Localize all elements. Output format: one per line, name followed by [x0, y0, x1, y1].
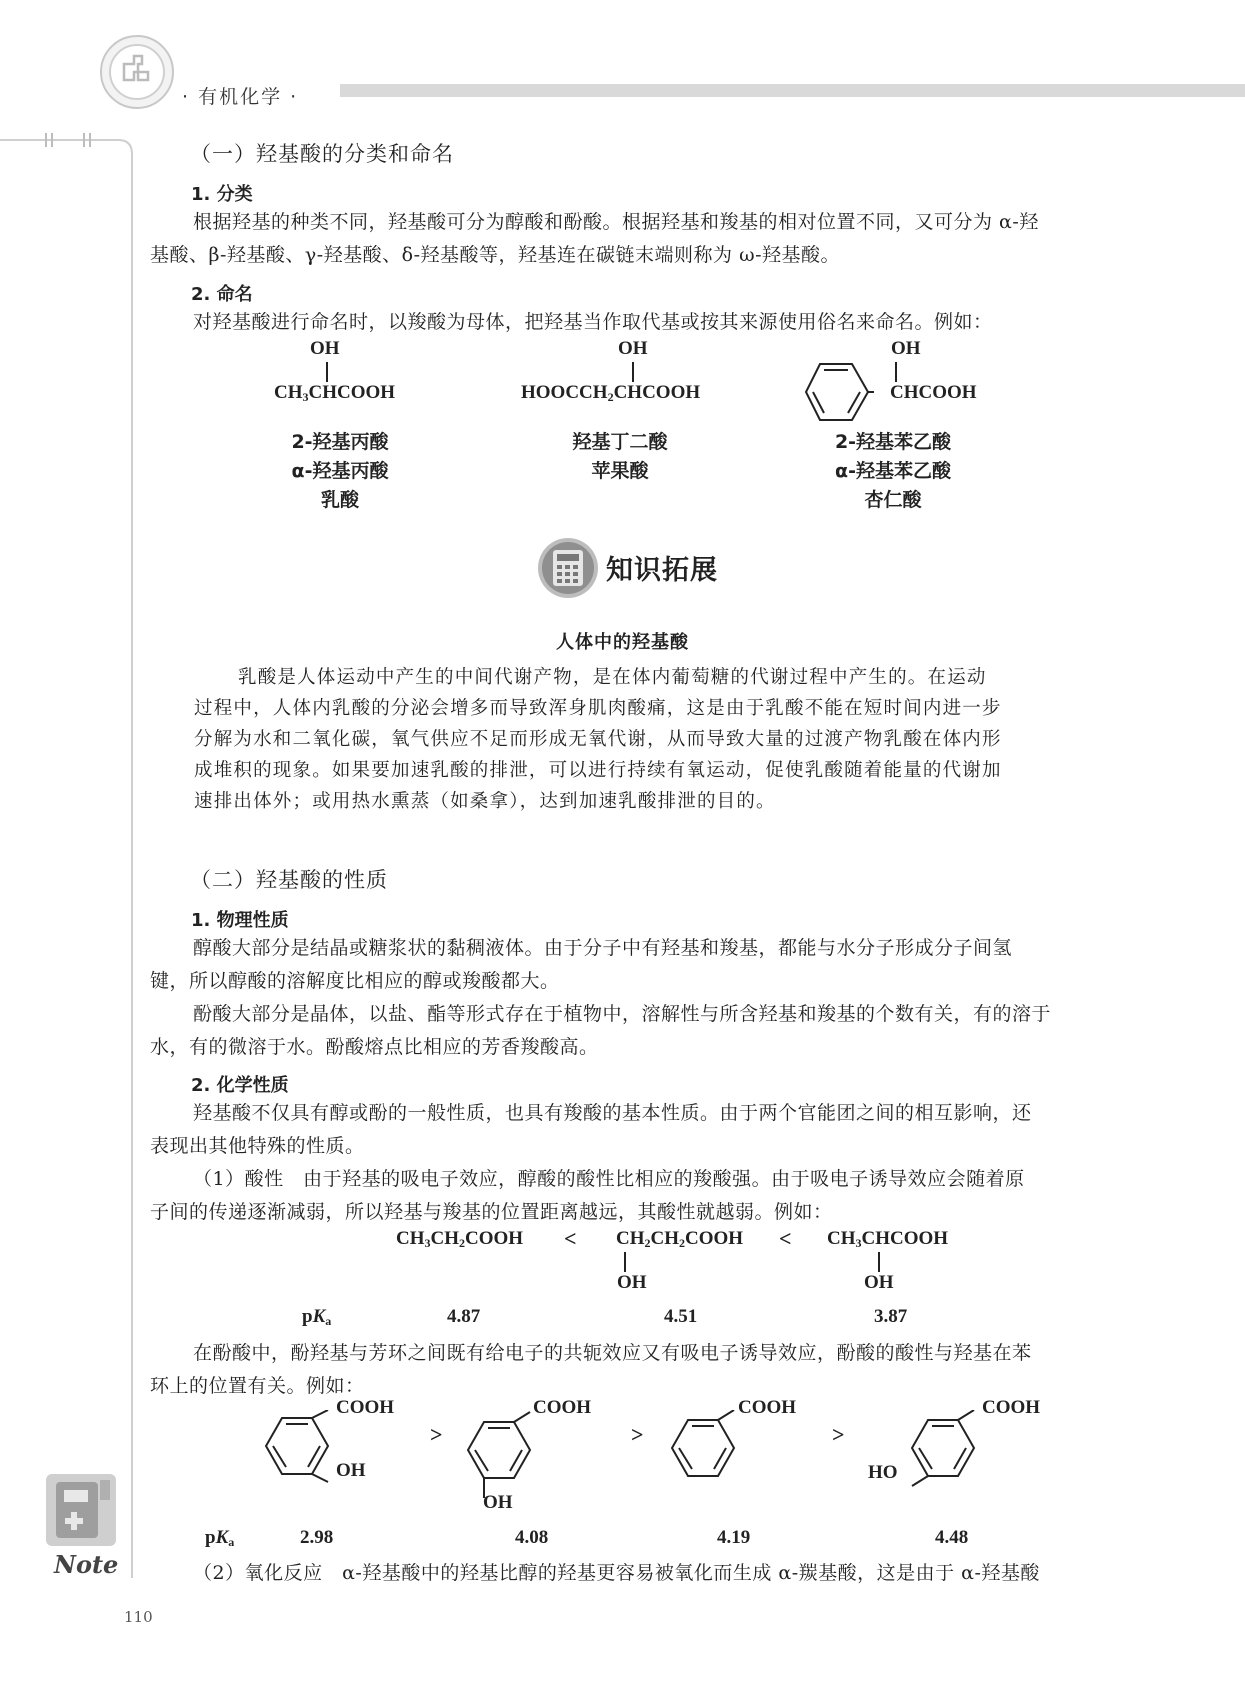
bond-line — [878, 1252, 880, 1272]
less-than-sign: < — [564, 1226, 577, 1251]
acid1-formula: $CH_3CH_2COOH$ — [396, 1228, 524, 1250]
example3-oh: OH — [891, 338, 921, 359]
section2-sub2-p2: （1）酸性 由于羟基的吸电子效应，醇酸的酸性比相应的羧酸强。由于吸电子诱导效应会随着原 子间的传递逐渐减弱，所以羟基与羧基的位置距离越远，其酸性就越弱。例如： — [150, 1168, 1025, 1223]
example1-names: 2-羟基丙酸 α-羟基丙酸 乳酸 — [291, 431, 389, 511]
example2-names: 羟基丁二酸 苹果酸 — [572, 431, 668, 482]
bond-line — [326, 362, 328, 382]
less-than-sign: < — [779, 1226, 792, 1251]
section2-sub2-p1: 羟基酸不仅具有醇或酚的一般性质，也具有羧酸的基本性质。由于两个官能团之间的相互影响，还 表现出其他特殊的性质。 — [150, 1102, 1032, 1157]
section2-p3: 在酚酸中，酚羟基与芳环之间既有给电子的共轭效应又有吸电子诱导效应，酚酸的酸性与羟基在苯 环上的位置有关。例如： — [150, 1342, 1032, 1397]
bond-line — [632, 362, 634, 382]
knowledge-body — [194, 662, 1070, 817]
page-number: 110 — [124, 1608, 153, 1626]
cooh-label: COOH — [533, 1397, 592, 1418]
text-line: 乳酸是人体运动中产生的中间代谢产物，是在体内葡萄糖的代谢过程中产生的。在运动 — [238, 667, 987, 688]
pka-label: $pK_a$ — [205, 1527, 235, 1549]
cooh-label: COOH — [738, 1397, 797, 1418]
bond-line — [624, 1252, 626, 1272]
pka-value: 4.19 — [717, 1527, 751, 1548]
text-line: 过程中，人体内乳酸的分泌会增多而导致浑身肌肉酸痛，这是由于乳酸不能在短时间内进一步 — [194, 698, 1002, 719]
section2-sub1-p2: 酚酸大部分是晶体，以盐、酯等形式存在于植物中，溶解性与所含羟基和羧基的个数有关，有的溶于 水，有的微溶于水。酚酸熔点比相应的芳香羧酸高。 — [150, 1003, 1052, 1058]
acid2-formula: $CH_2CH_2COOH$ — [616, 1228, 744, 1250]
section2-title: （二）羟基酸的性质 — [190, 868, 388, 892]
note-label: Note — [54, 1550, 119, 1579]
pka-value: 3.87 — [874, 1306, 908, 1327]
pka-label: $pK_a$ — [302, 1306, 332, 1328]
pka-value: 4.51 — [664, 1306, 698, 1327]
knowledge-banner: 知识拓展 — [606, 555, 718, 586]
greater-than-sign: > — [430, 1422, 443, 1447]
text-line: 速排出体外；或用热水熏蒸（如桑拿），达到加速乳酸排泄的目的。 — [194, 791, 776, 812]
text-line: 成堆积的现象。如果要加速乳酸的排泄，可以进行持续有氧运动，促使乳酸随着能量的代谢加 — [194, 760, 1002, 781]
section2-p4: （2）氧化反应 α-羟基酸中的羟基比醇的羟基更容易被氧化而生成 α-羰基酸，这是由于 α-羟基酸 — [193, 1562, 1040, 1584]
emblem-icon — [101, 36, 173, 108]
running-title: · 有机化学 · — [182, 86, 299, 108]
knowledge-title: 人体中的羟基酸 — [556, 632, 689, 653]
section2-sub2-title: 2. 化学性质 — [191, 1075, 289, 1096]
benzoic-acid-ring-icon — [668, 1410, 754, 1486]
section1-sub1-title: 1. 分类 — [191, 184, 253, 205]
pka-value: 4.48 — [935, 1527, 969, 1548]
acid2-oh: OH — [617, 1272, 647, 1293]
cooh-label: COOH — [336, 1397, 395, 1418]
example2-oh: OH — [618, 338, 648, 359]
oh-label: OH — [483, 1492, 513, 1513]
example1-formula: $CH_3CHCOOH$ — [274, 382, 396, 404]
section2-sub1-title: 1. 物理性质 — [191, 910, 289, 931]
example1-oh: OH — [310, 338, 340, 359]
greater-than-sign: > — [631, 1422, 644, 1447]
section2-sub1-p1: 醇酸大部分是结晶或糖浆状的黏稠液体。由于分子中有羟基和羧基，都能与水分子形成分子间氢 键，所以醇酸的溶解度比相应的醇或羧酸都大。 — [150, 937, 1013, 992]
cooh-label: COOH — [982, 1397, 1041, 1418]
acid3-formula: $CH_3CHCOOH$ — [827, 1228, 949, 1250]
oh-label: OH — [336, 1460, 366, 1481]
p-hydroxybenzoic-acid-ring-icon — [898, 1410, 994, 1492]
pka-value: 2.98 — [300, 1527, 334, 1548]
section1-sub2-line: 对羟基酸进行命名时，以羧酸为母体，把羟基当作取代基或按其来源使用俗名来命名。例如： — [193, 311, 993, 333]
text-line: 基酸、β-羟基酸、γ-羟基酸、δ-羟基酸等，羟基连在碳链末端则称为 ω-羟基酸。 — [150, 244, 840, 266]
acid3-oh: OH — [864, 1272, 894, 1293]
text-line: 根据羟基的种类不同，羟基酸可分为醇酸和酚酸。根据羟基和羧基的相对位置不同，又可分为 α-羟 — [193, 211, 1039, 233]
text-line: 分解为水和二氧化碳，氧气供应不足而形成无氧代谢，从而导致大量的过渡产物乳酸在体内形 — [194, 729, 1002, 750]
example2-formula: $HOOCCH_2CHCOOH$ — [521, 382, 701, 404]
example3-names: 2-羟基苯乙酸 α-羟基苯乙酸 杏仁酸 — [834, 431, 952, 511]
pka-value: 4.87 — [447, 1306, 481, 1327]
section1-sub2-title: 2. 命名 — [191, 284, 253, 305]
calculator-icon — [536, 536, 600, 600]
section1-title: （一）羟基酸的分类和命名 — [190, 142, 454, 166]
section1-sub1-body — [150, 206, 1110, 272]
bond-line — [895, 362, 897, 382]
note-icon — [46, 1474, 116, 1546]
pka-value: 4.08 — [515, 1527, 549, 1548]
ho-label: HO — [868, 1462, 898, 1483]
greater-than-sign: > — [832, 1422, 845, 1447]
benzene-ring-icon — [804, 360, 874, 424]
example3-formula: CHCOOH — [890, 382, 977, 403]
